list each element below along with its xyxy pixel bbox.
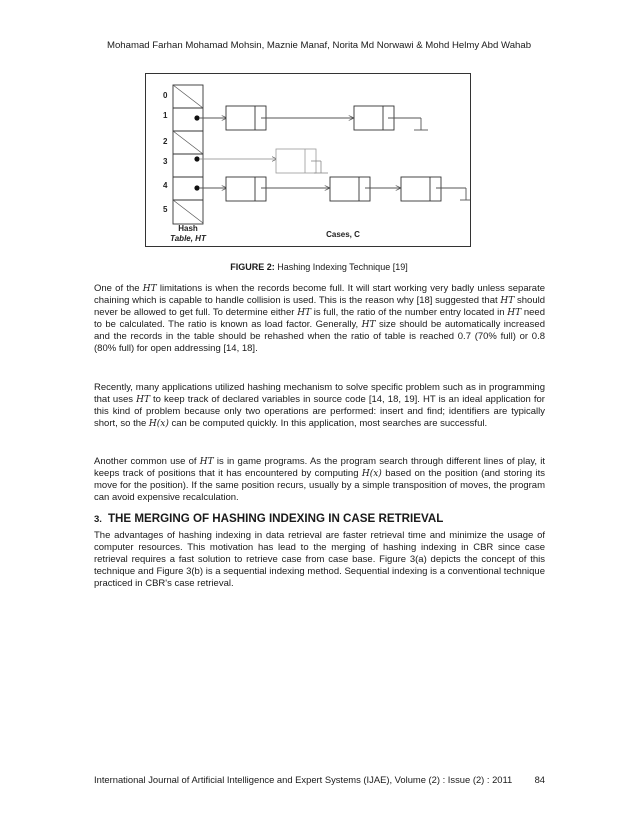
text-run: should never be allowed to get full. To determine either xyxy=(94,295,546,319)
math-hx: H(x) xyxy=(361,469,382,480)
text-run: limitations is when the records become full. It will start working very badly unless separate chaining which is capable to handle collision is used. This is the reason why [18] suggested that xyxy=(94,283,545,307)
math-ht: HT xyxy=(297,308,312,319)
pointer-dot-4 xyxy=(194,185,199,190)
text-run: need to be calculated. The ratio is known as load factor. Generally, xyxy=(94,307,545,331)
math-ht: HT xyxy=(500,296,515,307)
hash-table-label-line1: Hash xyxy=(178,224,198,233)
index-label-3: 3 xyxy=(163,157,168,166)
math-ht: HT xyxy=(507,308,522,319)
paragraph-merging: The advantages of hashing indexing in data retrieval are faster retrieval time and minimize the usage of computer resources. This motivation has lead to the merging of hashing indexing in CBR since case retrieval requires a fast solution to retrieve case from case base. Figure 3(a) depicts the concept of this technique and Figure 3(b) is a sequential indexing method. Sequential indexing is a conventional technique practiced in CBR's case retrieval. xyxy=(94,530,545,590)
hash-table xyxy=(173,85,203,224)
section-number: 3. xyxy=(94,514,102,525)
text-run: can be computed quickly. In this application, most searches are successful. xyxy=(168,418,488,430)
hashing-diagram xyxy=(145,73,471,247)
chain-row-3 xyxy=(199,149,328,173)
page-number: 84 xyxy=(534,774,545,785)
math-hx: H(x) xyxy=(148,419,169,430)
index-label-1: 1 xyxy=(163,111,168,120)
text-run: is full, the ratio of the number entry located in xyxy=(311,307,508,319)
index-label-0: 0 xyxy=(163,91,168,100)
index-label-5: 5 xyxy=(163,205,168,214)
text-run: size should be automatically increased and the records in the table should be rehashed when the ratio of table is reached 0.7 (70% full) or 0.8 (80% full) for open addressing [14, 18]. xyxy=(94,319,545,355)
paragraph-applications xyxy=(94,382,545,430)
math-ht: HT xyxy=(199,457,214,467)
math-ht: HT xyxy=(142,284,157,294)
text-run: Recently, many applications utilized hashing mechanism to solve specific problem such as in programming that uses xyxy=(94,382,545,406)
text-run: to keep track of declared variables in source code [14, 18, 19]. HT is an ideal application for this kind of problem because only two operations are performed: insert and find; identifiers are typically short, so the xyxy=(94,394,545,430)
pointer-dot-1 xyxy=(194,115,199,120)
text-run: One of the xyxy=(94,283,143,294)
hash-table-label-line2: Table, HT xyxy=(170,234,206,243)
text-run: based on the position (and storing its move for the position). If the same position recurs, usually by a simple transposition of moves, the program can avoid expensive recalculation. xyxy=(94,468,545,504)
text-run: Another common use of xyxy=(94,456,200,467)
index-label-4: 4 xyxy=(163,181,168,190)
index-label-2: 2 xyxy=(163,137,168,146)
running-header: Mohamad Farhan Mohamad Mohsin, Maznie Manaf, Norita Md Norwawi & Mohd Helmy Abd Wahab xyxy=(106,40,532,51)
pointer-dot-3 xyxy=(194,156,199,161)
math-ht: HT xyxy=(136,395,150,406)
text-run: is in game programs. As the program search through different lines of play, it keeps track of positions that it has encountered by computing xyxy=(94,456,546,480)
cases-label: Cases, C xyxy=(326,230,360,239)
paragraph-game-programs xyxy=(94,456,545,504)
chain-row-1 xyxy=(199,106,428,130)
paragraph-load-factor xyxy=(94,283,545,356)
chain-row-4 xyxy=(199,177,470,201)
footer-journal: International Journal of Artificial Intelligence and Expert Systems (IJAE), Volume (2) : Issue (2) : 2011 xyxy=(94,774,513,785)
hashing-figure xyxy=(145,73,471,247)
math-ht: HT xyxy=(361,320,376,331)
figure-caption xyxy=(0,262,638,272)
page-footer xyxy=(94,774,545,785)
section-title-text: THE MERGING OF HASHING INDEXING IN CASE RETRIEVAL xyxy=(107,512,444,525)
section-heading xyxy=(94,512,545,525)
caption-label: FIGURE 2: xyxy=(230,262,275,272)
caption-text: Hashing Indexing Technique [19] xyxy=(274,262,408,272)
